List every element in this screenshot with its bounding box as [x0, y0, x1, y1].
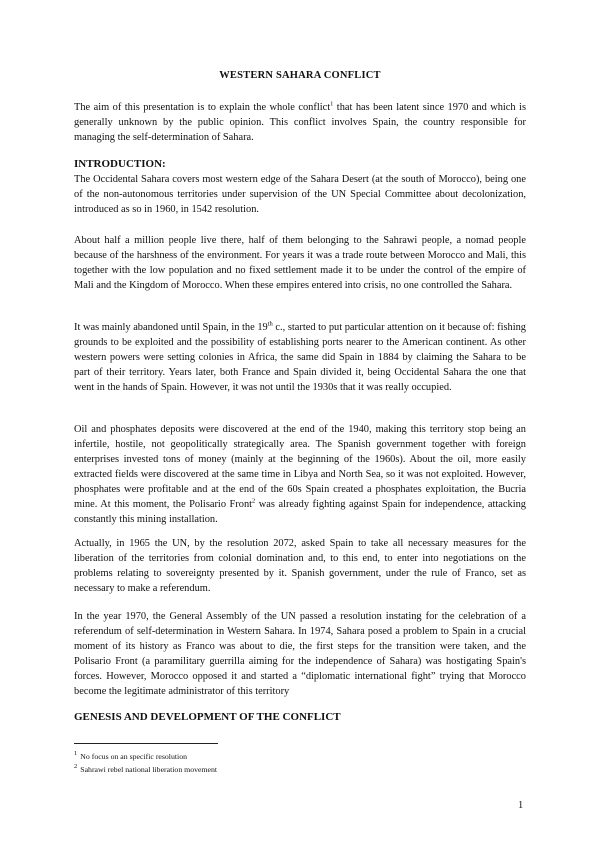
paragraph-2: About half a million people live there, half of them belonging to the Sahrawi people, a nomad people because of the harshness of the environment. For years it was a trade route between Morocco and Mali, this together with the low population and no fixed settlement made it to be under the control of the empire of Mali and the Kingdom of Morocco. When these empires entered into crisis, no one controlled the Sahara.	[74, 235, 526, 291]
intro-text-a: The aim of this presentation is to explain the whole conflict	[74, 102, 331, 113]
paragraph-6: In the year 1970, the General Assembly of the UN passed a resolution instating for the celebration of a referendum of self-determination in Western Sahara. In 1974, Sahara posed a problem to Spain in a crucial moment of its history as Franco was about to die, the first steps for the transition were taken, and the Polisario Front (a paramilitary guerrilla aiming for the independence of Sahara) was hostigating Spain's forces. However, Morocco opposed it and started a “diplomatic international fight” trying that Morocco become the legitimate administrator of this territory	[74, 611, 526, 697]
footnote-ref-1[interactable]: 1	[330, 100, 334, 108]
paragraph-3-text-a: It was mainly abandoned until Spain, in the 19	[74, 322, 268, 333]
paragraph-4	[74, 422, 526, 527]
paragraph-1: The Occidental Sahara covers most western edge of the Sahara Desert (at the south of Morocco), being one of the non-autonomous territories under supervision of the UN Special Committee about decolonization, introduced as so in 1960, in 1542 resolution.	[74, 174, 526, 215]
heading-introduction: INTRODUCTION:	[74, 158, 166, 170]
paragraph-3-text-b: c., started to put particular attention on it because of: fishing grounds to be exploited and the possibility of establishing ports nearer to the American continent. As other western powers were setting colonies in Africa, the same did Spain in 1884 by claiming the Sahara to be part of their territory. Years later, both France and Spain divided it, being Occidental Sahara the one that went in the hands of Spain. However, it was not until the 1930s that it was really occupied.	[74, 322, 527, 393]
paragraph-5: Actually, in 1965 the UN, by the resolution 2072, asked Spain to take all necessary measures for the liberation of the territories from colonial domination and, to this end, to enter into negotiations on the problems relating to sovereignty presented by it. Spanish government, under the rule of Franco, set as necessary to make a referendum.	[74, 538, 526, 594]
document-title: WESTERN SAHARA CONFLICT	[219, 70, 381, 81]
paragraph-4-text-b: was already fighting against Spain for independence, attacking constantly this mining installation.	[74, 499, 526, 525]
footnote-separator	[74, 743, 218, 744]
superscript-th: th	[267, 320, 273, 328]
page-number: 1	[518, 800, 524, 811]
paragraph-3	[74, 320, 526, 395]
footnote-1-number: 1	[74, 750, 78, 758]
footnote-1-text: No focus on an specific resolution	[80, 752, 187, 761]
footnote-2	[74, 765, 217, 775]
footnote-2-number: 2	[74, 763, 78, 771]
paragraph-4-text-a: Oil and phosphates deposits were discovered at the end of the 1940, making this territory stop being an infertile, hostile, not geopolitically strategically area. The Spanish government together with foreign enterprises invested tons of money (mainly at the beginning of the 1960s). About the oil, more easily extracted fields were discovered at the same time in Libya and North Sea, so it was not exploited. However, phosphates were profitable and at the end of the 60s Spain created a phosphates exploitation, the Bucria mine. At this moment, the Polisario Front	[74, 424, 526, 510]
heading-genesis: GENESIS AND DEVELOPMENT OF THE CONFLICT	[74, 711, 341, 723]
footnote-1	[74, 752, 187, 762]
footnote-2-text: Sahrawi rebel national liberation movement	[80, 765, 218, 774]
intro-text-b: that has been latent since 1970 and which is generally unknown by the public opinion. This conflict involves Spain, the country responsible for managing the self-determination of Sahara.	[74, 102, 526, 143]
footnote-ref-2[interactable]: 2	[252, 497, 256, 505]
intro-paragraph	[74, 100, 526, 145]
